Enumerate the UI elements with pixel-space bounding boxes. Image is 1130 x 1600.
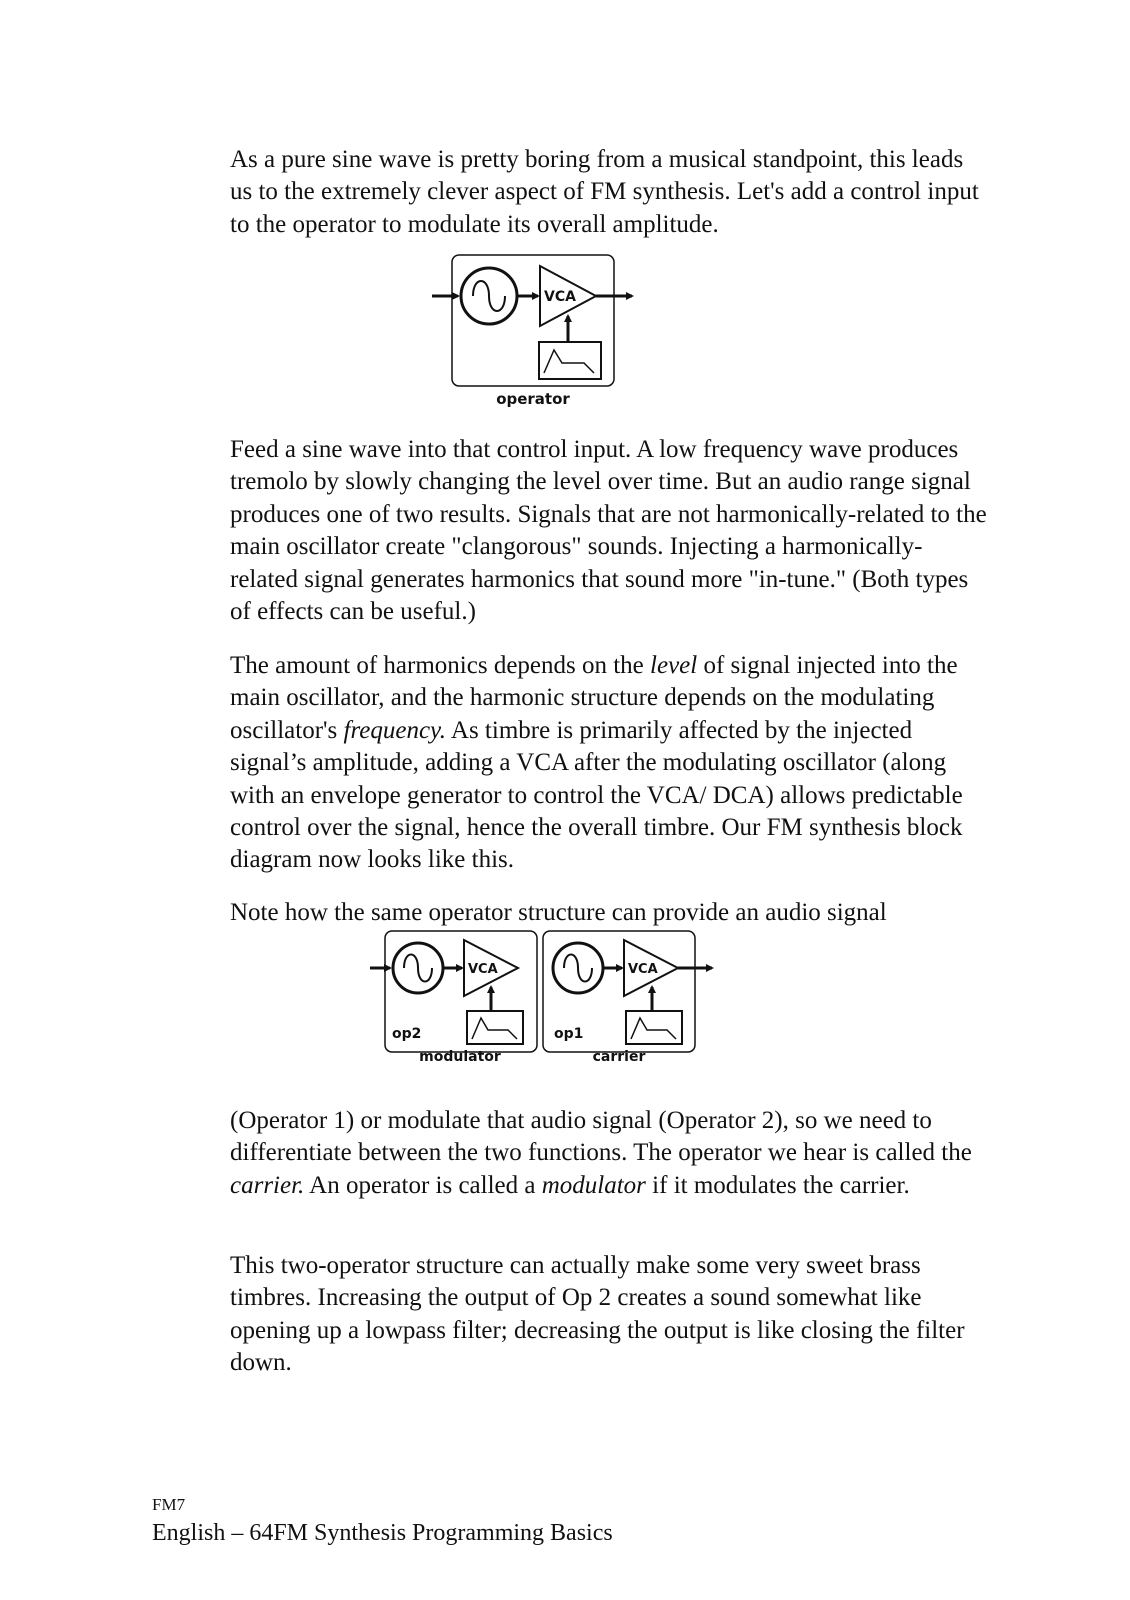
paragraph-intro: As a pure sine wave is pretty boring from a musical standpoint, this leads us to the extremely clever aspect of FM synthesis. Let's add a control input to the operator to modulate its overall amplitude. — [230, 146, 979, 238]
carrier-term: carrier. — [230, 1171, 305, 1199]
envelope-box — [539, 342, 601, 379]
paragraph-harmonics: The amount of harmonics depends on the level of signal injected into the main oscillator, and the harmonic structure depends on the modulating oscillator's frequency. As timbre is primarily affected by the injected signal’s amplitude, adding a VCA after the modulating oscillator (along with an envelope generator to control the VCA/ DCA) allows predictable control over the signal, hence the overall timbre. Our FM synthesis block diagram now looks like this. — [230, 652, 963, 874]
operator-diagram — [432, 254, 637, 414]
sine-wave-icon — [473, 281, 505, 311]
op1-name-label: op1 — [554, 1026, 584, 1042]
op1-sine-wave-icon — [564, 955, 592, 982]
operator-op1 — [543, 931, 712, 1065]
paragraph-control-input: Feed a sine wave into that control input. A low frequency wave produces tremolo by slowly changing the level over time. But an audio range signal produces one of two results. Signals that are not harmonically-related to the main oscillator create "clangorous" sounds. Injecting a harmonically-related signal generates harmonics that sound more "in-tune." (Both types of effects can be useful.) — [230, 436, 987, 626]
op2-sine-wave-icon — [404, 955, 432, 982]
envelope-icon — [544, 350, 594, 373]
paragraph-brass-timbres: This two-operator structure can actually make some very sweet brass timbres. Increasing the output of Op 2 creates a sound somewhat like opening up a lowpass filter; decreasing the output is like closing the filter down. — [230, 1252, 965, 1377]
op1-envelope-box — [626, 1011, 682, 1044]
paragraph-carrier-modulator: (Operator 1) or modulate that audio signal (Operator 2), so we need to differentiate between the two functions. The operator we hear is called the carrier. An operator is called a modulator if it modulates the carrier. — [230, 1107, 972, 1199]
figure1-caption: operator — [496, 390, 570, 408]
op2-envelope-box — [467, 1011, 523, 1044]
paragraph-note: Note how the same operator structure can provide an audio signal — [230, 899, 887, 926]
footer-title: English – 64FM Synthesis Programming Basics — [152, 1520, 613, 1546]
op2-envelope-icon — [472, 1018, 517, 1039]
vca-label: VCA — [544, 289, 576, 305]
operator-op2 — [370, 931, 537, 1065]
op2-name-label: op2 — [392, 1026, 422, 1042]
two-operator-diagram — [370, 930, 715, 1065]
level-term: level — [650, 652, 698, 679]
op1-caption: carrier — [592, 1049, 646, 1065]
op1-vca-label: VCA — [628, 962, 658, 977]
footer-code: FM7 — [152, 1495, 186, 1514]
op1-envelope-icon — [631, 1018, 676, 1039]
op2-caption: modulator — [419, 1049, 501, 1065]
op2-vca-label: VCA — [468, 962, 498, 977]
frequency-term: frequency. — [343, 716, 447, 744]
modulator-term: modulator — [541, 1171, 646, 1199]
